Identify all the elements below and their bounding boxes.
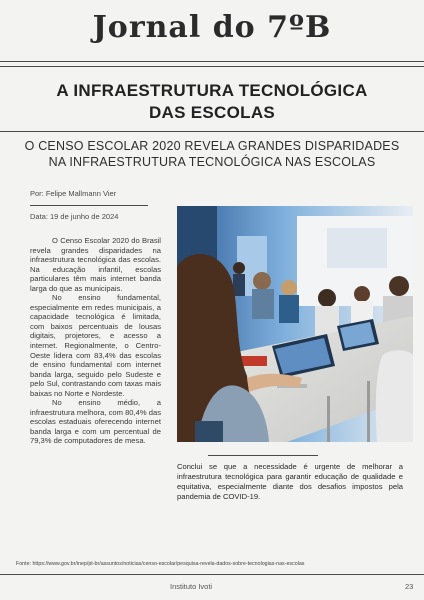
conclusion-rule xyxy=(208,455,318,456)
subhead-line-2: NA INFRAESTRUTURA TECNOLÓGICA NAS ESCOLAS xyxy=(48,155,376,169)
article-author: Por: Felipe Mallmann Vier xyxy=(30,189,117,198)
masthead-rule-bottom xyxy=(0,66,424,67)
article-subhead xyxy=(10,138,414,170)
footer-institution: Instituto Ivoti xyxy=(170,582,213,591)
headline-divider xyxy=(0,131,424,132)
body-paragraph: No ensino fundamental, especialmente em redes municipais, a capacidade tecnológica é limitada, com baixos percentuais de lousas digitais, projetores, e acesso a internet. Regionalmente, o Centro-Oeste lidera com 83,4% das escolas de ensino fundamental com internet banda larga, seguido pelo Sudeste e pelo Sul, contrastando com taxas mais baixas no Norte e Nordeste. xyxy=(30,293,161,398)
article-headline xyxy=(0,80,424,124)
headline-line-2: DAS ESCOLAS xyxy=(148,103,276,122)
body-paragraph: No ensino médio, a infraestrutura melhora, com 80,4% das escolas estaduais oferecendo internet banda larga e com um percentual de 79,3% de computadores de mesa. xyxy=(30,398,161,446)
headline-line-1: A INFRAESTRUTURA TECNOLÓGICA xyxy=(56,81,368,100)
body-paragraph: O Censo Escolar 2020 do Brasil revela grandes disparidades na infraestrutura tecnológica das escolas. Na educação infantil, escolas particulares têm mais internet banda larga do que as municipais. xyxy=(30,236,161,293)
article-date: Data: 19 de junho de 2024 xyxy=(30,212,119,221)
source-citation: Fonte: https://www.gov.br/inep/pt-br/assuntos/noticias/censo-escolar/pesquisa-revela-dados-sobre-tecnologias-nas-escolas xyxy=(16,561,305,567)
subhead-line-1: O CENSO ESCOLAR 2020 REVELA GRANDES DISPARIDADES xyxy=(24,139,400,153)
masthead-rule-top xyxy=(0,61,424,62)
article-body xyxy=(30,236,161,446)
article-conclusion: Conclui se que a necessidade é urgente de melhorar a infraestrutura tecnológica para garantir educação de qualidade e equitativa, especialmente diante dos desafios impostos pela pandemia de COVID-19. xyxy=(177,462,403,501)
page-number: 23 xyxy=(405,582,414,591)
author-rule xyxy=(30,205,148,206)
classroom-photo xyxy=(177,206,413,442)
footer-rule xyxy=(0,574,424,575)
masthead-title: Jornal do 7ºB xyxy=(92,10,332,45)
